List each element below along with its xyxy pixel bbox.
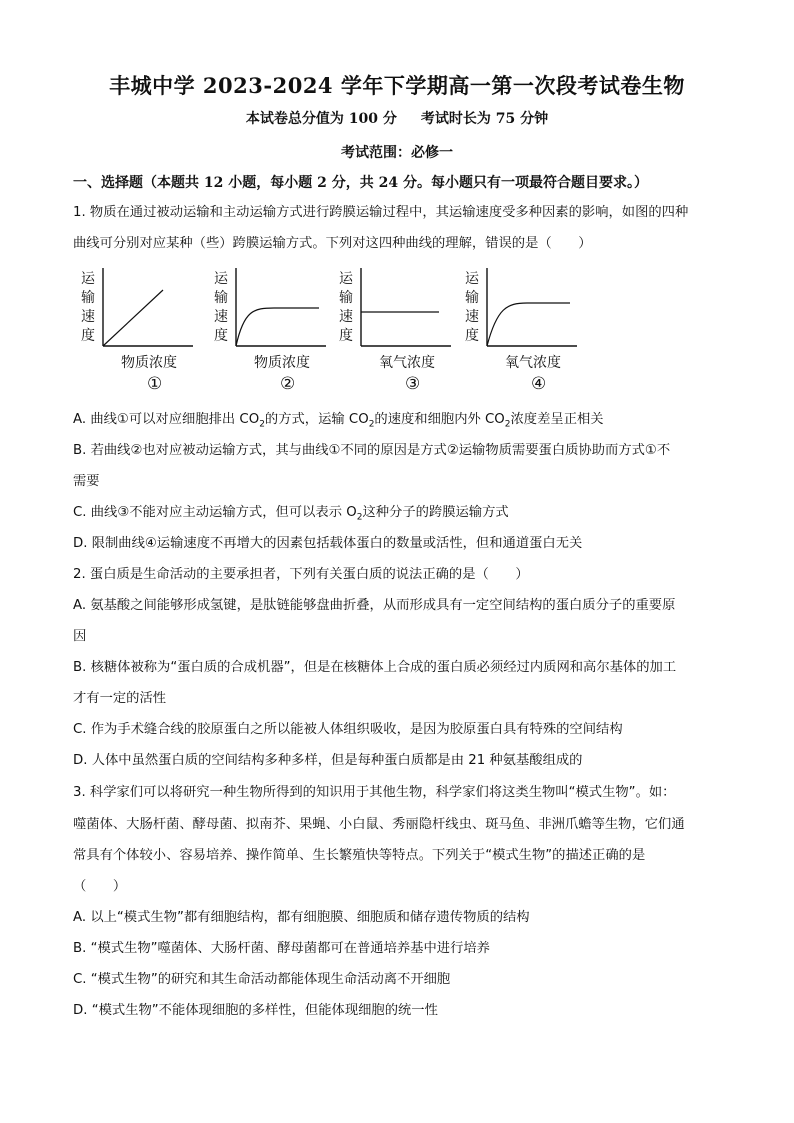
q3-stem-line4: （ ）	[73, 879, 127, 894]
figure-2-number: ②	[280, 374, 296, 394]
figure-4	[459, 268, 579, 403]
q3-option-a: A. 以上“模式生物”都有细胞结构，都有细胞膜、细胞质和储存遗传物质的结构	[73, 910, 530, 925]
exam-scope: 考试范围：必修一	[341, 145, 453, 161]
figure-4-plot	[485, 268, 580, 350]
curve-linear	[103, 290, 163, 346]
figure-4-xlabel: 氧气浓度	[505, 355, 561, 371]
q1-option-c: C. 曲线③不能对应主动运输方式，但可以表示 $O_2$这种分子的跨膜运输方式	[73, 505, 509, 523]
figure-3-number: ③	[405, 374, 421, 394]
q3-option-c: C. “模式生物”的研究和其生命活动都能体现生命活动离不开细胞	[73, 972, 451, 987]
figure-4-number: ④	[531, 374, 547, 394]
q3-stem-line2: 噬菌体、大肠杆菌、酵母菌、拟南芥、果蝇、小白鼠、秀丽隐杆线虫、斑马鱼、非洲爪蟾等生物，它们通	[73, 817, 685, 832]
time-info: 考试时长为 75 分钟	[420, 111, 549, 127]
q2-option-a-line1: A. 氨基酸之间能够形成氢键，是肽链能够盘曲折叠，从而形成具有一定空间结构的蛋白质分子的重要原	[73, 598, 676, 613]
figure-3	[333, 268, 453, 403]
curve-saturating	[236, 308, 319, 346]
q2-option-a-line2: 因	[73, 629, 87, 644]
q1-option-b-line1: B. 若曲线②也对应被动运输方式，其与曲线①不同的原因是方式②运输物质需要蛋白质协助而方式①不	[73, 443, 671, 458]
figure-1-xlabel: 物质浓度	[121, 355, 177, 371]
q2-option-b-line1: B. 核糖体被称为“蛋白质的合成机器”，但是在核糖体上合成的蛋白质必须经过内质网和高尔基体的加工	[73, 660, 677, 675]
figure-2-plot	[234, 268, 329, 350]
figure-3-xlabel: 氧气浓度	[379, 355, 435, 371]
q1-stem-line1: 1. 物质在通过被动运输和主动运输方式进行跨膜运输过程中，其运输速度受多种因素的影响，如图的四种	[73, 205, 689, 220]
q2-stem: 2. 蛋白质是生命活动的主要承担者，下列有关蛋白质的说法正确的是（ ）	[73, 567, 529, 582]
score-info: 本试卷总分值为 100 分	[245, 111, 397, 127]
q1-option-d: D. 限制曲线④运输速度不再增大的因素包括载体蛋白的数量或活性，但和通道蛋白无关	[73, 536, 583, 551]
figure-1-ylabel: 运 输 速 度	[81, 271, 95, 344]
q2-option-c: C. 作为手术缝合线的胶原蛋白之所以能被人体组织吸收，是因为胶原蛋白具有特殊的空间结构	[73, 722, 623, 737]
q1-stem-line2: 曲线可分别对应某种（些）跨膜运输方式。下列对这四种曲线的理解，错误的是（ ）	[73, 236, 592, 251]
figure-1-plot	[101, 268, 196, 350]
figure-2	[208, 268, 328, 403]
q1-option-a: A. 曲线①可以对应细胞排出 $CO_2$的方式，运输 $CO_2$的速度和细胞内外 $CO_2$浓度差呈正相关	[73, 412, 604, 430]
curve-saturating	[487, 303, 570, 346]
figure-3-plot	[359, 268, 454, 350]
figure-1-number: ①	[147, 374, 163, 394]
q2-option-d: D. 人体中虽然蛋白质的空间结构多种多样，但是每种蛋白质都是由 21 种氨基酸组成的	[73, 753, 583, 768]
exam-info	[0, 108, 794, 128]
figure-2-ylabel: 运 输 速 度	[214, 271, 228, 344]
section-heading: 一、选择题（本题共 12 小题，每小题 2 分，共 24 分。每小题只有一项最符合题目要求。）	[73, 175, 648, 191]
exam-title: 丰城中学 2023-2024 学年下学期高一第一次段考试卷生物	[109, 73, 685, 98]
figure-2-xlabel: 物质浓度	[254, 355, 310, 371]
figure-1	[75, 268, 195, 403]
figure-4-ylabel: 运 输 速 度	[465, 271, 479, 344]
q1-figures	[75, 268, 595, 403]
q3-stem-line3: 常具有个体较小、容易培养、操作简单、生长繁殖快等特点。下列关于“模式生物”的描述正确的是	[73, 848, 646, 863]
q3-option-d: D. “模式生物”不能体现细胞的多样性，但能体现细胞的统一性	[73, 1003, 438, 1018]
q2-option-b-line2: 才有一定的活性	[73, 691, 167, 706]
q1-option-b-line2: 需要	[73, 474, 100, 489]
q3-stem-line1: 3. 科学家们可以将研究一种生物所得到的知识用于其他生物，科学家们将这类生物叫“模式生物”。如：	[73, 785, 676, 800]
figure-3-ylabel: 运 输 速 度	[339, 271, 353, 344]
q3-option-b: B. “模式生物”噬菌体、大肠杆菌、酵母菌都可在普通培养基中进行培养	[73, 941, 490, 956]
